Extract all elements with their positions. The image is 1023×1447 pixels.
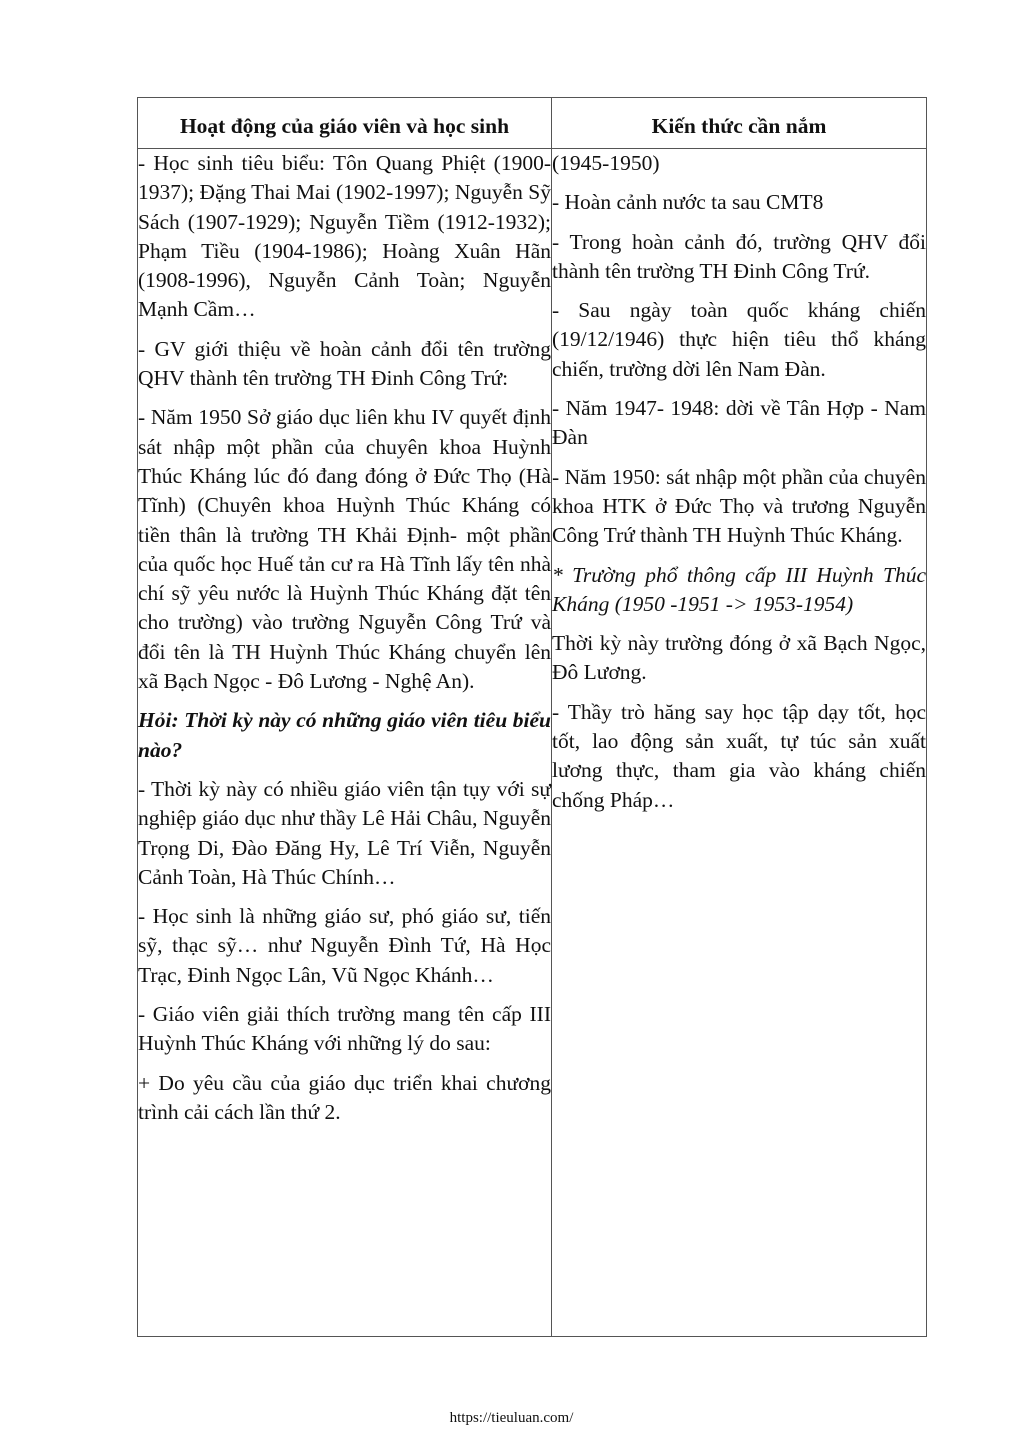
header-teacher-student-activities: Hoạt động của giáo viên và học sinh — [138, 98, 552, 149]
right-paragraph: - Sau ngày toàn quốc kháng chiến (19/12/1946) thực hiện tiêu thổ kháng chiến, trường dời lên Nam Đàn. — [552, 298, 926, 381]
left-paragraph: - Giáo viên giải thích trường mang tên cấp III Huỳnh Thúc Kháng với những lý do sau: — [138, 1002, 551, 1056]
table-header-row — [138, 98, 927, 149]
knowledge-cell — [552, 149, 927, 1337]
right-paragraph: - Trong hoàn cảnh đó, trường QHV đổi thành tên trường TH Đinh Công Trứ. — [552, 229, 926, 283]
right-paragraph: - Thầy trò hăng say học tập dạy tốt, học tốt, lao động sản xuất, tự túc sản xuất lương thực, tham gia vào kháng chiến chống Pháp… — [552, 699, 926, 812]
footer-url[interactable]: https://tieuluan.com/ — [449, 1410, 574, 1426]
activities-cell — [138, 149, 552, 1337]
right-paragraph: - Năm 1950: sát nhập một phần của chuyên khoa HTK ở Đức Thọ và trương Nguyễn Công Trứ thành TH Huỳnh Thúc Kháng. — [552, 464, 926, 548]
left-paragraph: Hỏi: Thời kỳ này có những giáo viên tiêu biểu nào? — [138, 708, 551, 762]
content-table — [137, 97, 927, 1337]
left-paragraph: + Do yêu cầu của giáo dục triển khai chương trình cải cách lần thứ 2. — [138, 1070, 551, 1124]
left-paragraph: - GV giới thiệu về hoàn cảnh đổi tên trường QHV thành tên trường TH Đinh Công Trứ: — [138, 336, 551, 391]
right-paragraph: - Hoàn cảnh nước ta sau CMT8 — [552, 190, 824, 215]
table-row — [138, 149, 927, 1337]
right-paragraph: Thời kỳ này trường đóng ở xã Bạch Ngọc, Đô Lương. — [552, 631, 926, 685]
right-paragraph: * Trường phổ thông cấp III Huỳnh Thúc Kháng (1950 -1951 -> 1953-1954) — [552, 562, 926, 616]
left-paragraph: - Thời kỳ này có nhiều giáo viên tận tụy với sự nghiệp giáo dục như thầy Lê Hải Châu, Nguyễn Trọng Di, Đào Đăng Hy, Lê Trí Viễn, Nguyễn Cảnh Toàn, Hà Thúc Chính… — [138, 776, 551, 889]
left-paragraph: - Học sinh là những giáo sư, phó giáo sư, tiến sỹ, thạc sỹ… như Nguyễn Đình Tứ, Hà Học Trạc, Đinh Ngọc Lân, Vũ Ngọc Khánh… — [138, 904, 551, 987]
right-paragraph: (1945-1950) — [552, 151, 660, 175]
left-paragraph: - Học sinh tiêu biểu: Tôn Quang Phiệt (1900-1937); Đặng Thai Mai (1902-1997); Nguyễn Sỹ Sách (1907-1929); Nguyễn Tiềm (1912-1932); Phạm Tiều (1904-1986); Hoàng Xuân Hãn (1908-1996), Nguyễn Cảnh Toàn; Nguyễn Mạnh Cầm… — [138, 151, 551, 322]
right-paragraph: - Năm 1947- 1948: dời về Tân Hợp - Nam Đàn — [552, 396, 926, 450]
left-paragraph: - Năm 1950 Sở giáo dục liên khu IV quyết định sát nhập một phần của chuyên khoa Huỳnh Thúc Kháng lúc đó đang đóng ở Đức Thọ (Hà Tĩnh) (Chuyên khoa Huỳnh Thúc Kháng có tiền thân là trường TH Khải Định- một phần của quốc học Huế tản cư ra Hà Tĩnh lấy tên nhà chí sỹ yêu nước là Huỳnh Thúc Kháng đặt tên cho trường) vào trường Nguyễn Công Trứ và đổi tên là TH Huỳnh Thúc Kháng chuyển lên xã Bạch Ngọc - Đô Lương - Nghệ An). — [138, 405, 551, 694]
header-knowledge: Kiến thức cần nắm — [552, 98, 927, 149]
